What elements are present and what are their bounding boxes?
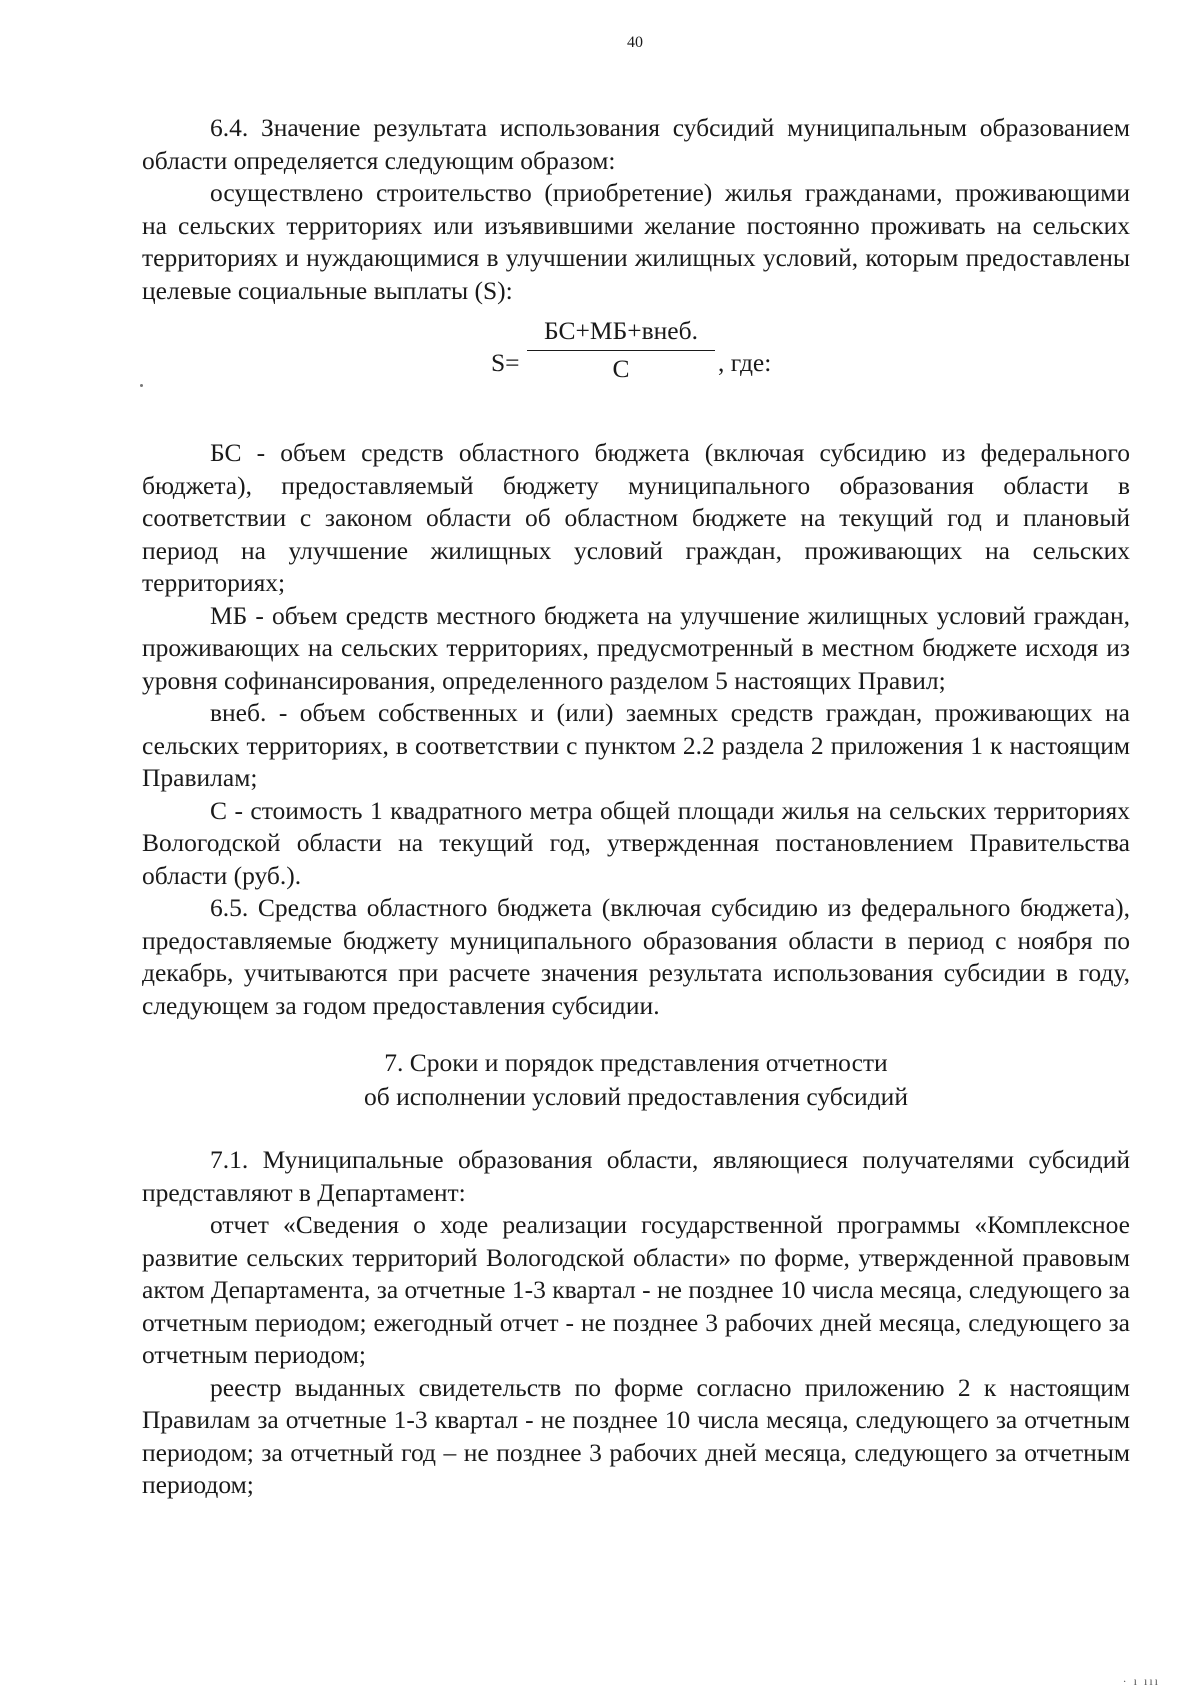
page-number: 40: [627, 34, 643, 51]
fraction-bar: [527, 350, 715, 351]
formula-numerator: БС+МБ+внеб.: [544, 316, 698, 345]
section-7-heading: [142, 1046, 1130, 1114]
paragraph-registry: реестр выданных свидетельств по форме согласно приложению 2 к настоящим Правилам за отчетные 1-3 квартал - не позднее 10 числа месяца, следующего за отчетным периодом; за отчетный год – не позднее 3 рабочих дней месяца, следующего за отчетным периодом;: [142, 1372, 1130, 1499]
definition-vneb: внеб. - объем собственных и (или) заемных средств граждан, проживающих на сельских территориях, в соответствии с пунктом 2.2 раздела 2 приложения 1 к настоящим Правилам;: [142, 698, 1130, 792]
heading-line-1: 7. Сроки и порядок представления отчетности: [384, 1048, 888, 1077]
heading-line-2: об исполнении условий предоставления субсидий: [364, 1082, 908, 1111]
document-body: [142, 112, 1130, 1502]
definition-mb: МБ - объем средств местного бюджета на улучшение жилищных условий граждан, проживающих на сельских территориях, предусмотренный в местном бюджете исходя из уровня софинансирования, определенного разделом 5 настоящих Правил;: [142, 600, 1130, 695]
formula: [142, 315, 1130, 437]
paragraph-report: отчет «Сведения о ходе реализации государственной программы «Комплексное развитие сельских территорий Вологодской области» по форме, утвержденной правовым актом Департамента, за отчетные 1-3 квартал - не позднее 10 числа месяца, следующего за отчетным периодом; ежегодный отчет - не позднее 3 рабочих дней месяца, следующего за отчетным периодом;: [142, 1210, 1131, 1369]
paragraph-housing-result: осуществлено строительство (приобретение) жилья гражданами, проживающими на сельских территориях или изъявившими желание постоянно проживать на сельских территориях и нуждающимися в улучшении жилищных условий, которым предоставлены целевые социальные выплаты (S):: [142, 178, 1130, 305]
corner-mark: · ı ııı: [1122, 1674, 1160, 1688]
paragraph-6-5: 6.5. Средства областного бюджета (включая субсидию из федерального бюджета), предоставляемые бюджету муниципального образования области в период с ноября по декабрь, учитываются при расчете значения результата использования субсидии в году, следующем за годом предоставления субсидии.: [142, 893, 1130, 1020]
definition-bs: БС - объем средств областного бюджета (включая субсидию из федерального бюджета), предоставляемый бюджету муниципального образования области в соответствии с законом области об областном бюджете на текущий год и плановый период на улучшение жилищных условий граждан, проживающих на сельских территориях;: [142, 438, 1130, 597]
paragraph-6-4: 6.4. Значение результата использования субсидий муниципальным образованием области определяется следующим образом:: [142, 113, 1130, 175]
paragraph-7-1: 7.1. Муниципальные образования области, являющиеся получателями субсидий представляют в Департамент:: [142, 1145, 1130, 1207]
formula-suffix: , где:: [718, 348, 772, 377]
formula-lhs: S=: [491, 348, 520, 377]
formula-denominator: С: [612, 354, 630, 383]
formula-fraction: [527, 315, 715, 385]
definition-c: С - стоимость 1 квадратного метра общей площади жилья на сельских территориях Вологодской области на текущий год, утвержденная постановлением Правительства области (руб.).: [142, 795, 1130, 890]
